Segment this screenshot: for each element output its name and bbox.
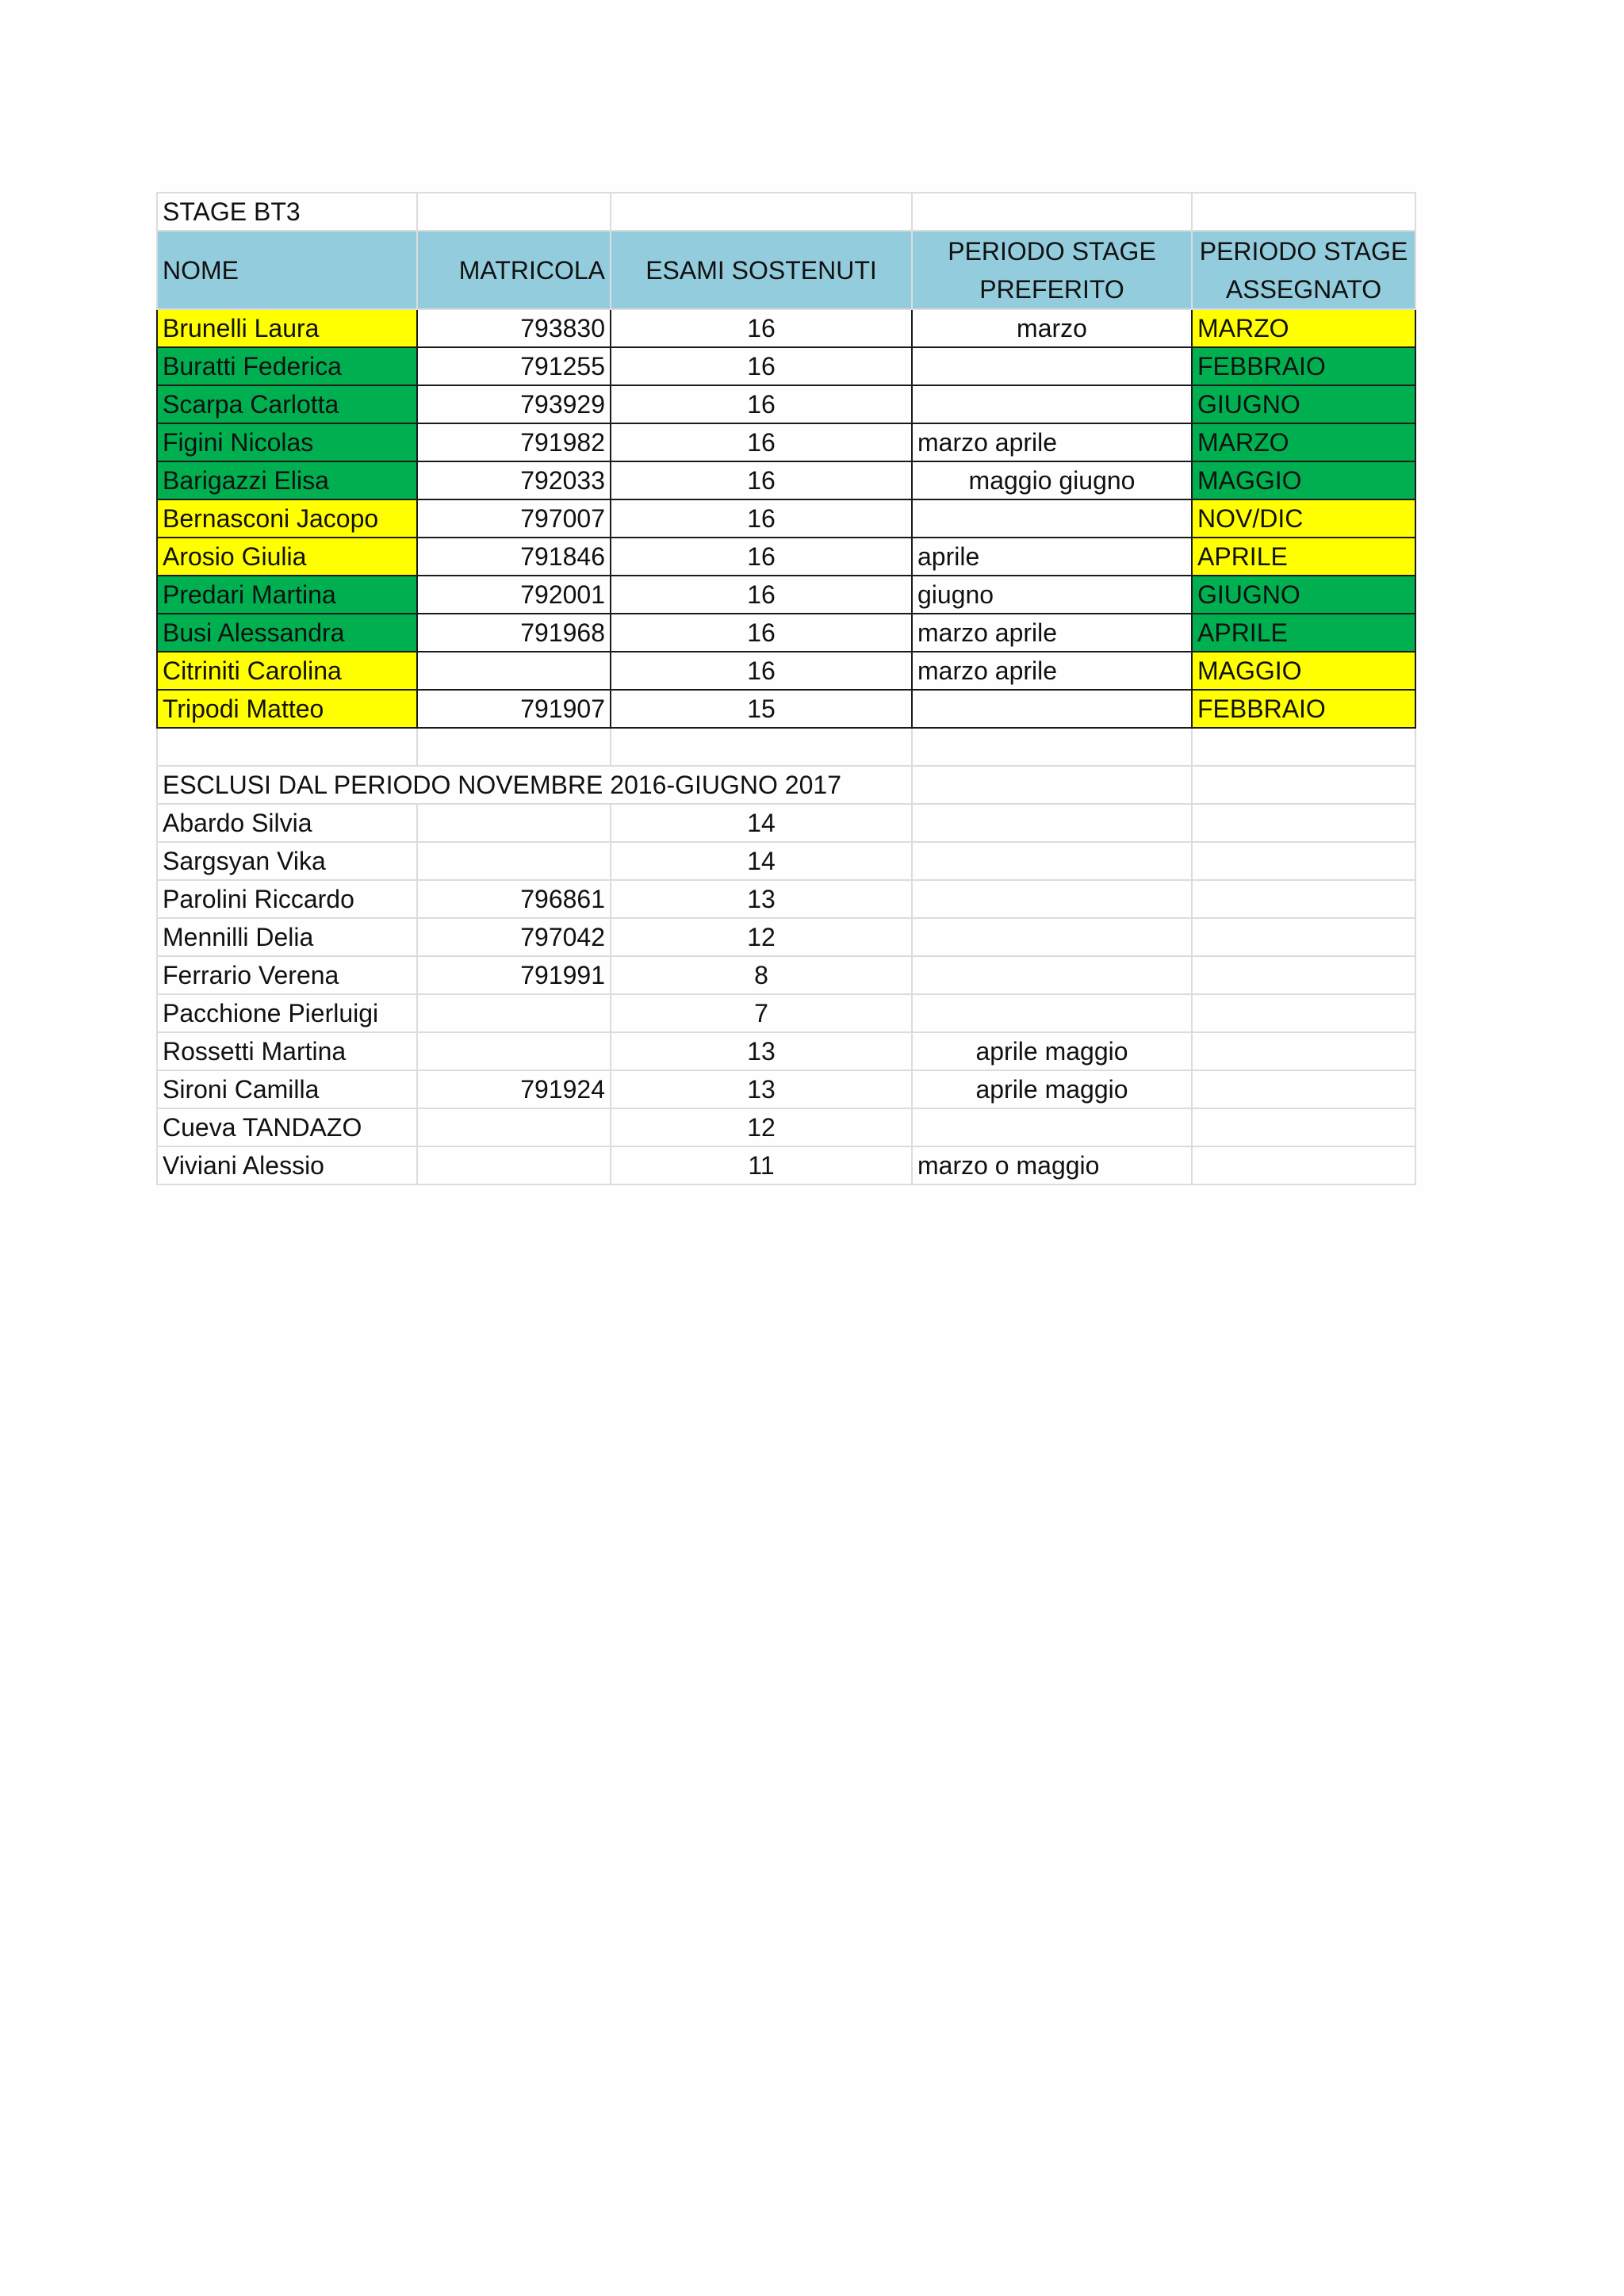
student-esami: 16 — [611, 499, 912, 538]
title-row — [157, 193, 1415, 231]
excluded-row — [157, 804, 1415, 842]
student-preferito: marzo — [912, 309, 1192, 347]
excluded-name: Pacchione Pierluigi — [157, 994, 417, 1032]
excluded-name: Abardo Silvia — [157, 804, 417, 842]
student-esami: 16 — [611, 309, 912, 347]
excluded-preferito — [912, 842, 1192, 880]
student-matricola: 797007 — [417, 499, 611, 538]
empty-cell — [1192, 1070, 1415, 1108]
excluded-row — [157, 994, 1415, 1032]
student-assegnato: MARZO — [1192, 423, 1415, 461]
student-preferito: marzo aprile — [912, 652, 1192, 690]
empty-cell — [1192, 1108, 1415, 1146]
student-esami: 16 — [611, 614, 912, 652]
empty-cell — [912, 728, 1192, 766]
excluded-matricola: 791924 — [417, 1070, 611, 1108]
student-esami: 16 — [611, 461, 912, 499]
student-assegnato: GIUGNO — [1192, 385, 1415, 423]
student-row — [157, 385, 1415, 423]
student-matricola: 791982 — [417, 423, 611, 461]
student-assegnato: MARZO — [1192, 309, 1415, 347]
student-row — [157, 347, 1415, 385]
excluded-esami: 11 — [611, 1146, 912, 1184]
excluded-preferito — [912, 880, 1192, 918]
student-preferito: aprile — [912, 538, 1192, 576]
student-row — [157, 690, 1415, 728]
col-header-esami: ESAMI SOSTENUTI — [611, 231, 912, 309]
header-row — [157, 231, 1415, 309]
empty-cell — [611, 728, 912, 766]
excluded-esami: 7 — [611, 994, 912, 1032]
student-matricola: 792033 — [417, 461, 611, 499]
excluded-esami: 14 — [611, 842, 912, 880]
student-esami: 16 — [611, 538, 912, 576]
student-matricola — [417, 652, 611, 690]
excluded-name: Rossetti Martina — [157, 1032, 417, 1070]
excluded-row — [157, 842, 1415, 880]
student-assegnato: GIUGNO — [1192, 576, 1415, 614]
student-preferito: marzo aprile — [912, 614, 1192, 652]
student-assegnato: FEBBRAIO — [1192, 347, 1415, 385]
col-header-assegnato — [1192, 231, 1415, 309]
excluded-esami: 13 — [611, 1032, 912, 1070]
spacer-row — [157, 728, 1415, 766]
student-name: Busi Alessandra — [157, 614, 417, 652]
student-preferito: maggio giugno — [912, 461, 1192, 499]
empty-cell — [1192, 804, 1415, 842]
student-preferito — [912, 347, 1192, 385]
student-name: Citriniti Carolina — [157, 652, 417, 690]
student-preferito — [912, 690, 1192, 728]
student-row — [157, 423, 1415, 461]
student-matricola: 792001 — [417, 576, 611, 614]
student-name: Bernasconi Jacopo — [157, 499, 417, 538]
student-esami: 16 — [611, 385, 912, 423]
student-name: Buratti Federica — [157, 347, 417, 385]
empty-cell — [1192, 880, 1415, 918]
student-row — [157, 461, 1415, 499]
excluded-preferito — [912, 956, 1192, 994]
excluded-preferito — [912, 1108, 1192, 1146]
excluded-matricola — [417, 1032, 611, 1070]
student-esami: 15 — [611, 690, 912, 728]
excluded-name: Ferrario Verena — [157, 956, 417, 994]
student-name: Brunelli Laura — [157, 309, 417, 347]
student-assegnato: APRILE — [1192, 538, 1415, 576]
excluded-matricola — [417, 994, 611, 1032]
student-preferito: marzo aprile — [912, 423, 1192, 461]
student-row — [157, 576, 1415, 614]
col-header-nome: NOME — [157, 231, 417, 309]
excluded-esami: 13 — [611, 1070, 912, 1108]
student-assegnato: MAGGIO — [1192, 461, 1415, 499]
excluded-name: Cueva TANDAZO — [157, 1108, 417, 1146]
sheet-title: STAGE BT3 — [157, 193, 417, 231]
excluded-name: Sironi Camilla — [157, 1070, 417, 1108]
excluded-name: Viviani Alessio — [157, 1146, 417, 1184]
excluded-esami: 12 — [611, 1108, 912, 1146]
student-esami: 16 — [611, 347, 912, 385]
excluded-name: Parolini Riccardo — [157, 880, 417, 918]
excluded-row — [157, 1108, 1415, 1146]
student-name: Predari Martina — [157, 576, 417, 614]
student-esami: 16 — [611, 423, 912, 461]
excluded-name: Sargsyan Vika — [157, 842, 417, 880]
excluded-matricola: 796861 — [417, 880, 611, 918]
empty-cell — [1192, 766, 1415, 804]
student-name: Scarpa Carlotta — [157, 385, 417, 423]
student-row — [157, 538, 1415, 576]
excluded-preferito — [912, 804, 1192, 842]
col-header-preferito-text: PERIODO STAGE PREFERITO — [948, 236, 1156, 304]
excluded-row — [157, 956, 1415, 994]
excluded-matricola: 797042 — [417, 918, 611, 956]
excluded-preferito: aprile maggio — [912, 1032, 1192, 1070]
student-matricola: 793830 — [417, 309, 611, 347]
excluded-row — [157, 918, 1415, 956]
excluded-title: ESCLUSI DAL PERIODO NOVEMBRE 2016-GIUGNO 2017 — [157, 766, 912, 804]
excluded-matricola: 791991 — [417, 956, 611, 994]
student-assegnato: FEBBRAIO — [1192, 690, 1415, 728]
student-esami: 16 — [611, 576, 912, 614]
excluded-matricola — [417, 1146, 611, 1184]
col-header-assegnato-text: PERIODO STAGE ASSEGNATO — [1199, 236, 1408, 304]
excluded-row — [157, 880, 1415, 918]
empty-cell — [157, 728, 417, 766]
student-preferito: giugno — [912, 576, 1192, 614]
empty-cell — [417, 728, 611, 766]
excluded-row — [157, 1070, 1415, 1108]
excluded-preferito — [912, 918, 1192, 956]
excluded-matricola — [417, 1108, 611, 1146]
col-header-matricola: MATRICOLA — [417, 231, 611, 309]
stage-table — [156, 192, 1416, 1185]
excluded-esami: 12 — [611, 918, 912, 956]
student-matricola: 791255 — [417, 347, 611, 385]
student-preferito — [912, 385, 1192, 423]
empty-cell — [1192, 956, 1415, 994]
excluded-matricola — [417, 842, 611, 880]
student-row — [157, 652, 1415, 690]
excluded-esami: 14 — [611, 804, 912, 842]
empty-cell — [1192, 918, 1415, 956]
excluded-name: Mennilli Delia — [157, 918, 417, 956]
student-matricola: 791968 — [417, 614, 611, 652]
empty-cell — [1192, 842, 1415, 880]
empty-cell — [1192, 994, 1415, 1032]
student-matricola: 791907 — [417, 690, 611, 728]
excluded-esami: 13 — [611, 880, 912, 918]
excluded-preferito: marzo o maggio — [912, 1146, 1192, 1184]
empty-cell — [1192, 1146, 1415, 1184]
student-preferito — [912, 499, 1192, 538]
student-matricola: 793929 — [417, 385, 611, 423]
student-matricola: 791846 — [417, 538, 611, 576]
excluded-esami: 8 — [611, 956, 912, 994]
student-row — [157, 309, 1415, 347]
excluded-row — [157, 1146, 1415, 1184]
empty-cell — [1192, 728, 1415, 766]
student-row — [157, 614, 1415, 652]
excluded-title-row — [157, 766, 1415, 804]
excluded-preferito — [912, 994, 1192, 1032]
student-row — [157, 499, 1415, 538]
excluded-matricola — [417, 804, 611, 842]
student-esami: 16 — [611, 652, 912, 690]
student-assegnato: NOV/DIC — [1192, 499, 1415, 538]
excluded-row — [157, 1032, 1415, 1070]
student-name: Figini Nicolas — [157, 423, 417, 461]
excluded-preferito: aprile maggio — [912, 1070, 1192, 1108]
col-header-preferito — [912, 231, 1192, 309]
student-name: Barigazzi Elisa — [157, 461, 417, 499]
student-assegnato: APRILE — [1192, 614, 1415, 652]
empty-cell — [1192, 1032, 1415, 1070]
student-name: Tripodi Matteo — [157, 690, 417, 728]
empty-cell — [912, 766, 1192, 804]
student-name: Arosio Giulia — [157, 538, 417, 576]
student-assegnato: MAGGIO — [1192, 652, 1415, 690]
